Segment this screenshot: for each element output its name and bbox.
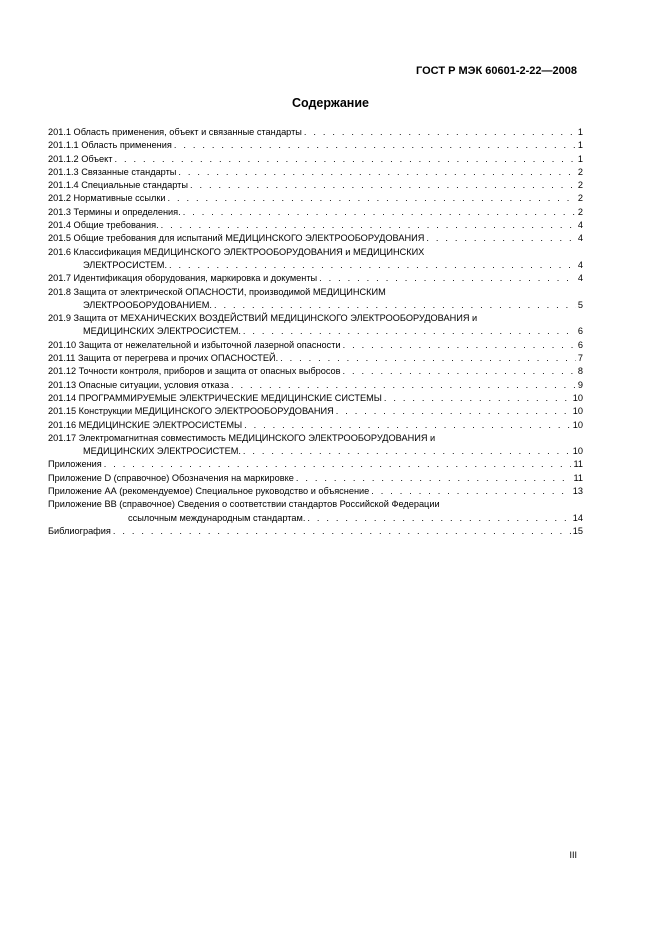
toc-item-label: ссылочным международным стандартам. bbox=[128, 512, 306, 523]
toc-page-number: 2 bbox=[577, 206, 583, 217]
toc-page-number: 11 bbox=[573, 472, 583, 483]
toc-item bbox=[48, 166, 583, 179]
toc-dot-leader bbox=[190, 179, 576, 192]
toc-dot-leader bbox=[371, 485, 571, 498]
toc-item bbox=[48, 472, 583, 485]
toc-dot-leader bbox=[280, 352, 576, 365]
toc-dot-leader bbox=[426, 232, 576, 245]
toc-dot-leader bbox=[161, 219, 576, 232]
toc-item bbox=[48, 365, 583, 378]
toc-dot-leader bbox=[178, 166, 575, 179]
toc-item-label: Приложения bbox=[48, 459, 102, 470]
toc-page-number: 6 bbox=[577, 326, 583, 337]
toc-item-label: 201.1.3 Связанные стандарты bbox=[48, 166, 177, 177]
page-title: Содержание bbox=[291, 96, 369, 110]
toc-item bbox=[48, 232, 583, 245]
toc-item bbox=[48, 179, 583, 192]
toc-item-label: 201.1.2 Объект bbox=[48, 153, 113, 164]
table-of-contents bbox=[48, 126, 583, 538]
toc-item bbox=[48, 392, 583, 405]
toc-item-label: 201.13 Опасные ситуации, условия отказа bbox=[48, 379, 229, 390]
toc-page-number: 13 bbox=[572, 486, 583, 497]
toc-item-label: 201.2 Нормативные ссылки bbox=[48, 193, 166, 204]
toc-item-label: 201.4 Общие требования. bbox=[48, 220, 159, 231]
toc-item-label: ЭЛЕКТРОСИСТЕМ. bbox=[83, 259, 168, 270]
toc-dot-leader bbox=[307, 512, 570, 525]
toc-dot-leader bbox=[183, 206, 576, 219]
toc-item bbox=[48, 153, 583, 166]
toc-item-label: 201.1.1 Область применения bbox=[48, 140, 172, 151]
toc-item-label: 201.3 Термины и определения. bbox=[48, 206, 181, 217]
toc-item-heading: 201.6 Классификация МЕДИЦИНСКОГО ЭЛЕКТРООБОРУДОВАНИЯ и МЕДИЦИНСКИХ bbox=[48, 246, 425, 257]
toc-dot-leader bbox=[304, 126, 576, 139]
toc-item bbox=[48, 139, 583, 152]
toc-item-label: МЕДИЦИНСКИХ ЭЛЕКТРОСИСТЕМ. bbox=[83, 446, 241, 457]
toc-dot-leader bbox=[168, 192, 576, 205]
toc-dot-leader bbox=[104, 458, 572, 471]
toc-item bbox=[48, 525, 583, 538]
toc-page-number: 2 bbox=[577, 193, 583, 204]
toc-page-number: 14 bbox=[572, 512, 583, 523]
toc-item bbox=[48, 339, 583, 352]
toc-item-label: 201.14 ПРОГРАММИРУЕМЫЕ ЭЛЕКТРИЧЕСКИЕ МЕДИЦИНСКИЕ СИСТЕМЫ bbox=[48, 392, 382, 403]
toc-page-number: 11 bbox=[573, 459, 583, 470]
toc-item bbox=[48, 192, 583, 205]
toc-item-label: 201.5 Общие требования для испытаний МЕДИЦИНСКОГО ЭЛЕКТРООБОРУДОВАНИЯ bbox=[48, 233, 425, 244]
toc-page-number: 15 bbox=[572, 525, 583, 536]
toc-item-label: 201.16 МЕДИЦИНСКИЕ ЭЛЕКТРОСИСТЕМЫ bbox=[48, 419, 243, 430]
toc-item bbox=[48, 432, 583, 459]
toc-item-label: Библиография bbox=[48, 525, 111, 536]
toc-page-number: 7 bbox=[577, 353, 583, 364]
toc-item-label: 201.12 Точности контроля, приборов и защита от опасных выбросов bbox=[48, 366, 341, 377]
toc-item bbox=[48, 312, 583, 339]
toc-page-number: 1 bbox=[577, 127, 583, 137]
toc-item-label: 201.1.4 Специальные стандарты bbox=[48, 180, 188, 191]
toc-item bbox=[48, 379, 583, 392]
page-number: III bbox=[569, 850, 577, 860]
toc-dot-leader bbox=[243, 445, 571, 458]
toc-item bbox=[48, 272, 583, 285]
toc-dot-leader bbox=[384, 392, 571, 405]
toc-item-label: 201.15 Конструкции МЕДИЦИНСКОГО ЭЛЕКТРООБОРУДОВАНИЯ bbox=[48, 406, 334, 417]
toc-page-number: 2 bbox=[577, 166, 583, 177]
toc-page-number: 1 bbox=[577, 140, 583, 151]
toc-item bbox=[48, 458, 583, 471]
toc-page-number: 8 bbox=[577, 366, 583, 377]
toc-dot-leader bbox=[243, 325, 576, 338]
toc-page-number: 6 bbox=[577, 339, 583, 350]
toc-item-label: 201.10 Защита от нежелательной и избыточной лазерной опасности bbox=[48, 339, 341, 350]
toc-item-heading: Приложение ВВ (справочное) Сведения о соответствии стандартов Российской Федерации bbox=[48, 499, 440, 510]
toc-dot-leader bbox=[174, 139, 576, 152]
toc-dot-leader bbox=[296, 472, 572, 485]
toc-page-number: 4 bbox=[577, 233, 583, 244]
toc-item bbox=[48, 219, 583, 232]
toc-page-number: 9 bbox=[577, 379, 583, 390]
toc-dot-leader bbox=[343, 339, 576, 352]
toc-item-label: ЭЛЕКТРООБОРУДОВАНИЕМ. bbox=[83, 299, 212, 310]
document-header: ГОСТ Р МЭК 60601-2-22—2008 bbox=[416, 65, 577, 77]
toc-item bbox=[48, 498, 583, 525]
toc-page-number: 10 bbox=[572, 406, 583, 417]
toc-page-number: 4 bbox=[577, 273, 583, 284]
toc-item bbox=[48, 286, 583, 313]
toc-item-label: 201.7 Идентификация оборудования, маркировка и документы bbox=[48, 273, 318, 284]
toc-dot-leader bbox=[169, 259, 576, 272]
toc-page-number: 1 bbox=[577, 153, 583, 164]
toc-item-label: 201.1 Область применения, объект и связанные стандарты bbox=[48, 127, 302, 137]
toc-page-number: 4 bbox=[577, 220, 583, 231]
toc-item bbox=[48, 485, 583, 498]
toc-dot-leader bbox=[115, 153, 576, 166]
toc-item-label: Приложение АА (рекомендуемое) Специальное руководство и объяснение bbox=[48, 486, 370, 497]
toc-dot-leader bbox=[113, 525, 571, 538]
toc-item-heading: 201.9 Защита от МЕХАНИЧЕСКИХ ВОЗДЕЙСТВИЙ МЕДИЦИНСКОГО ЭЛЕКТРООБОРУДОВАНИЯ и bbox=[48, 313, 478, 324]
toc-page-number: 10 bbox=[572, 446, 583, 457]
toc-dot-leader bbox=[319, 272, 576, 285]
toc-dot-leader bbox=[336, 405, 571, 418]
toc-item-label: МЕДИЦИНСКИХ ЭЛЕКТРОСИСТЕМ. bbox=[83, 326, 241, 337]
toc-item-label: Приложение D (справочное) Обозначения на маркировке bbox=[48, 472, 294, 483]
toc-page-number: 4 bbox=[577, 259, 583, 270]
toc-dot-leader bbox=[231, 379, 576, 392]
toc-page-number: 2 bbox=[577, 180, 583, 191]
toc-item bbox=[48, 419, 583, 432]
toc-page-number: 10 bbox=[572, 392, 583, 403]
toc-dot-leader bbox=[214, 299, 576, 312]
toc-item bbox=[48, 206, 583, 219]
toc-item bbox=[48, 126, 583, 139]
toc-item bbox=[48, 405, 583, 418]
toc-item bbox=[48, 246, 583, 273]
toc-item-label: 201.11 Защита от перегрева и прочих ОПАСНОСТЕЙ. bbox=[48, 353, 279, 364]
toc-page-number: 10 bbox=[572, 419, 583, 430]
toc-page-number: 5 bbox=[577, 299, 583, 310]
toc-item-heading: 201.17 Электромагнитная совместимость МЕДИЦИНСКОГО ЭЛЕКТРООБОРУДОВАНИЯ и bbox=[48, 432, 436, 443]
toc-dot-leader bbox=[343, 365, 576, 378]
toc-item-heading: 201.8 Защита от электрической ОПАСНОСТИ, производимой МЕДИЦИНСКИМ bbox=[48, 286, 386, 297]
toc-dot-leader bbox=[244, 419, 571, 432]
toc-item bbox=[48, 352, 583, 365]
